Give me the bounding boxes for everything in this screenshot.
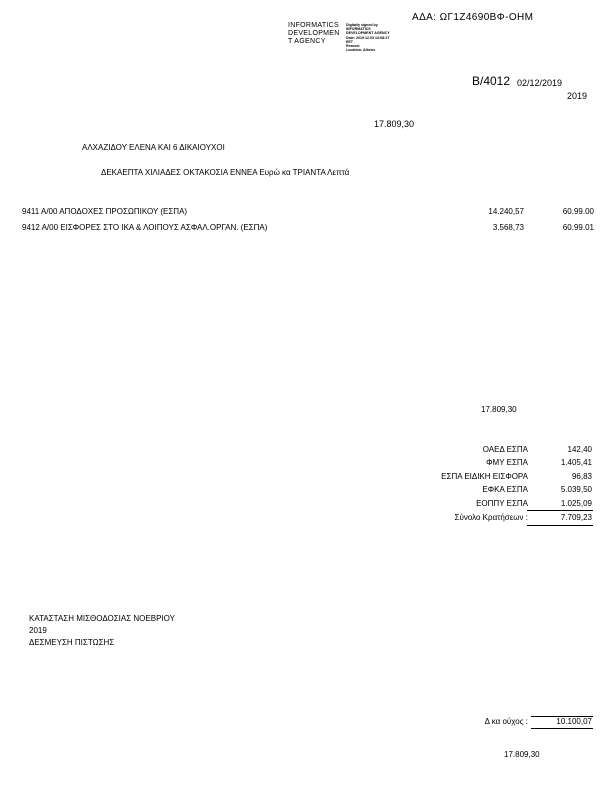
- deduction-label: ΕΣΠΑ ΕΙΔΙΚΗ ΕΙΣΦΟΡΑ: [441, 472, 528, 481]
- stamp-line: Digitally signed by: [346, 23, 378, 27]
- document-number: Β/4012: [472, 74, 511, 88]
- line-item-desc: 9412 Α/00 ΕΙΣΦΟΡΕΣ ΣΤΟ ΙΚΑ & ΛΟΙΠΟΥΣ ΑΣΦΑΛ.ΟΡΓΑΝ. (ΕΣΠΑ): [22, 223, 268, 232]
- stamp-line: EET: [346, 39, 353, 44]
- ada-code: ΑΔΑ: ΩΓ1Ζ4690ΒΦ-ΟΗΜ: [412, 12, 534, 23]
- document-date: 02/12/2019: [517, 78, 563, 88]
- deduction-value: 142,40: [567, 445, 592, 454]
- total-underline: [527, 525, 593, 526]
- deduction-value: 1.025,09: [560, 499, 592, 508]
- note-line: ΔΕΣΜΕΥΣΗ ΠΙΣΤΩΣΗΣ: [29, 638, 115, 647]
- stamp-line: INFORMATICS: [346, 27, 371, 32]
- note-line: 2019: [29, 626, 47, 635]
- logo-text: [288, 22, 340, 46]
- deduction-value: 5.039,50: [560, 485, 592, 494]
- note-line: ΚΑΤΑΣΤΑΣΗ ΜΙΣΘΟΔΟΣΙΑΣ ΝΟΕΒΡΙΟΥ: [29, 614, 175, 623]
- stamp-line: DEVELOPMENT AGENCY: [346, 31, 390, 36]
- line-item-code: 60.99.00: [562, 207, 594, 216]
- total-divider: [527, 510, 593, 511]
- logo-line-2: DEVELOPMEN: [288, 30, 340, 37]
- subtotal: 17.809,30: [481, 405, 517, 414]
- document-year: 2019: [567, 91, 588, 101]
- net-label: Δ κα ούχος :: [484, 717, 528, 726]
- deduction-label: ΦΜΥ ΕΣΠΑ: [486, 458, 528, 467]
- grand-total: 17.809,30: [504, 750, 540, 759]
- payee: ΑΛΧΑΖΙΔΟΥ ΕΛΕΝΑ ΚΑΙ 6 ΔΙΚΑΙΟΥΧΟΙ: [82, 143, 225, 152]
- amount-in-words: ΔΕΚΑΕΠΤΑ ΧΙΛΙΑΔΕΣ ΟΚΤΑΚΟΣΙΑ ΕΝΝΕΑ Ευρώ κα ΤΡΙΑΝΤΑ Λεπτά: [101, 168, 350, 177]
- stamp-line: Date: 2019.12.03 13:08:27: [346, 35, 390, 40]
- deduction-label: ΟΑΕΔ ΕΣΠΑ: [482, 445, 528, 454]
- net-underline: [531, 728, 593, 729]
- signature-stamp: [346, 23, 390, 52]
- line-item-amount: 14.240,57: [488, 207, 524, 216]
- stamp-line: Location: Athens: [346, 48, 376, 53]
- line-item-desc: 9411 Α/00 ΑΠΟΔΟΧΕΣ ΠΡΟΣΩΠΙΚΟΥ (ΕΣΠΑ): [22, 207, 188, 216]
- stamp-line: Reason:: [346, 44, 361, 49]
- line-item-amount: 3.568,73: [492, 223, 524, 232]
- logo-line-1: INFORMATICS: [288, 22, 340, 29]
- net-value: 10.100,07: [556, 717, 592, 726]
- deduction-label: ΕΦΚΑ ΕΣΠΑ: [482, 485, 528, 494]
- deduction-label: ΕΟΠΠΥ ΕΣΠΑ: [476, 499, 528, 508]
- deductions-total-value: 7.709,23: [560, 513, 592, 522]
- deduction-value: 96,83: [571, 472, 592, 481]
- deductions-total-label: Σύνολο Κρατήσεων :: [454, 513, 528, 522]
- amount-top: 17.809,30: [374, 119, 415, 129]
- line-item-code: 60.99.01: [562, 223, 594, 232]
- deduction-value: 1.405,41: [560, 458, 592, 467]
- logo-line-3: T AGENCY: [288, 38, 326, 45]
